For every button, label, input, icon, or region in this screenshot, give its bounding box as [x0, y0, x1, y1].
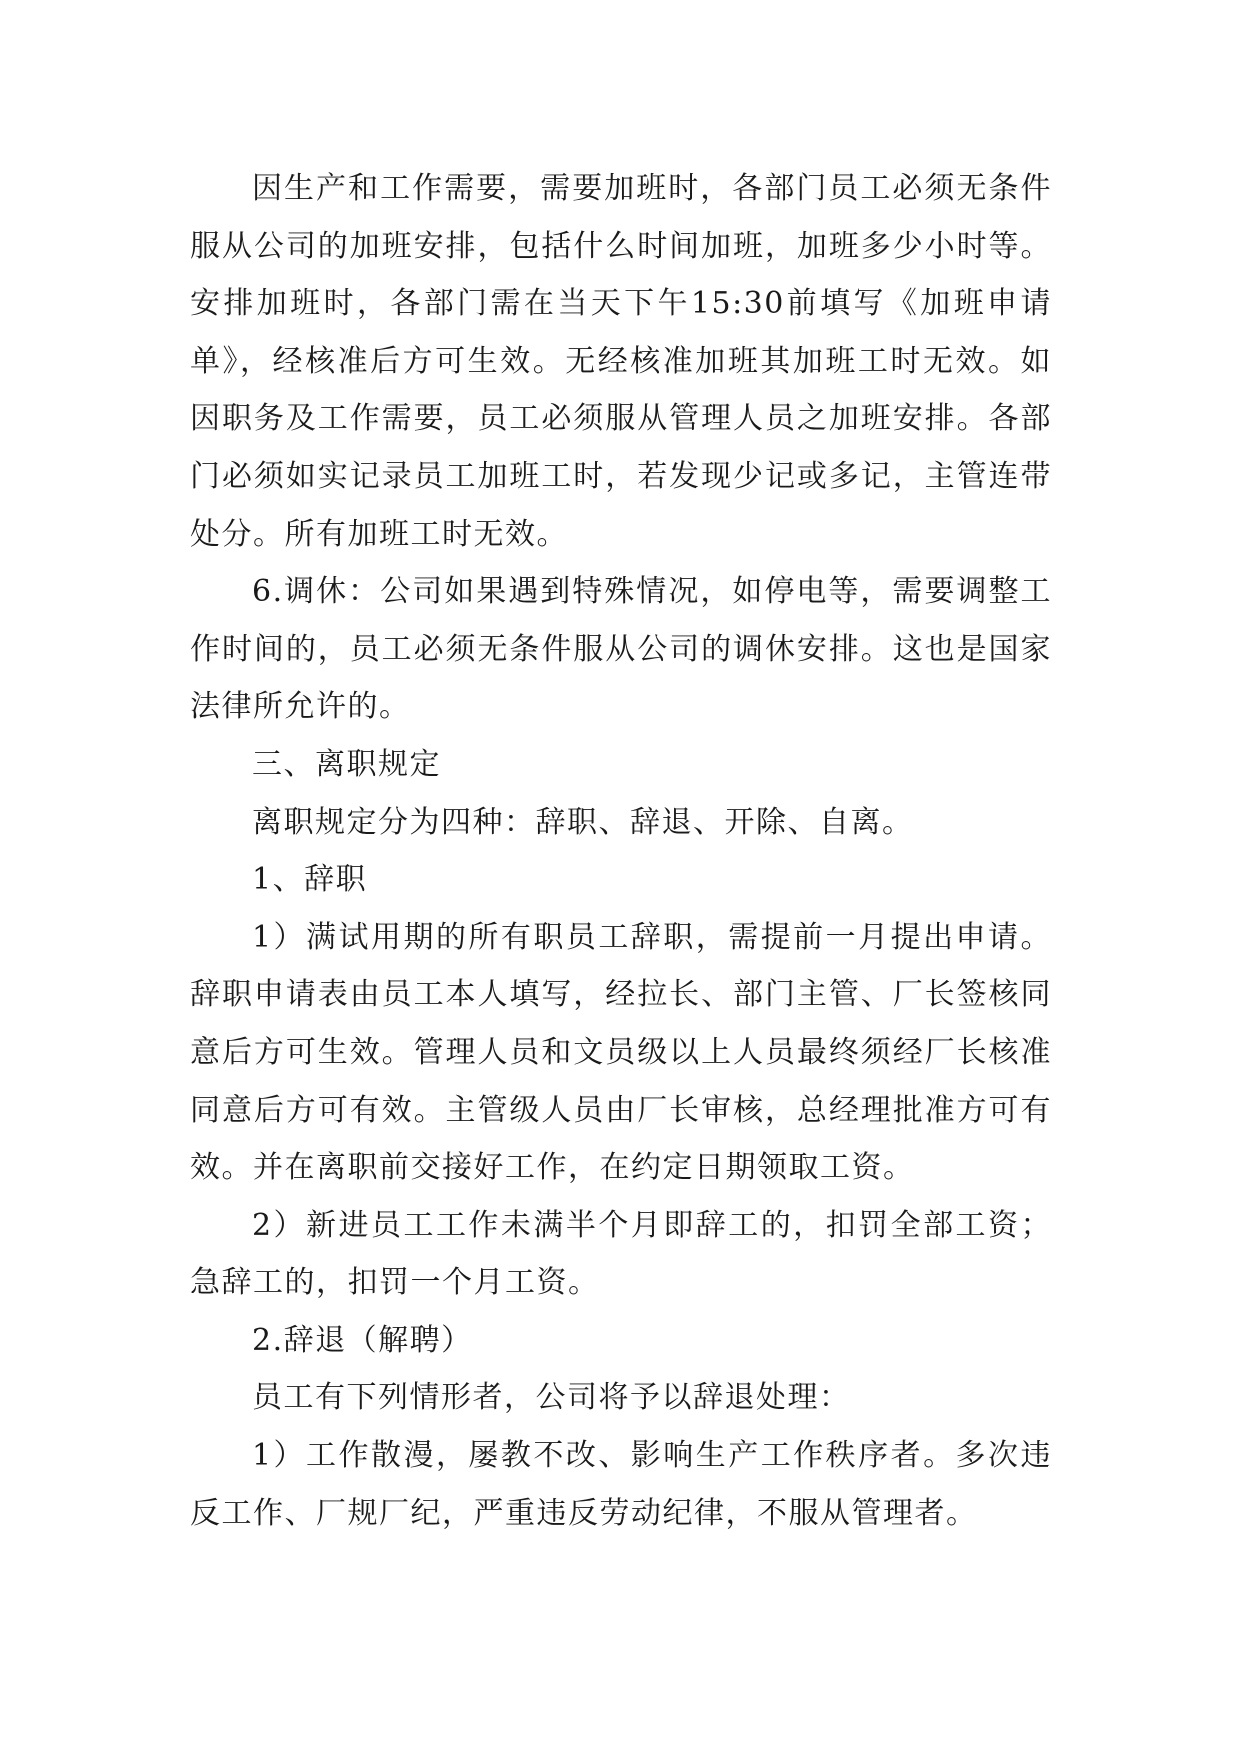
paragraph-shift-adjustment: 6.调休：公司如果遇到特殊情况，如停电等，需要调整工作时间的，员工必须无条件服从公司的调休安排。这也是国家法律所允许的。: [190, 574, 1052, 725]
document-body: [190, 160, 1052, 1542]
paragraph-overtime-rules: 因生产和工作需要，需要加班时，各部门员工必须无条件服从公司的加班安排，包括什么时间加班，加班多少小时等。安排加班时，各部门需在当天下午15:30前填写《加班申请单》，经核准后方可生效。无经核准加班其加班工时无效。如因职务及工作需要，员工必须服从管理人员之加班安排。各部门必须如实记录员工加班工时，若发现少记或多记，主管连带处分。所有加班工时无效。: [190, 171, 1052, 552]
subheading-dismissal: 2.辞退（解聘）: [252, 1322, 473, 1358]
paragraph-resignation-types: 离职规定分为四种：辞职、辞退、开除、自离。: [252, 804, 914, 840]
section-heading-resignation-rules: 三、离职规定: [252, 746, 441, 782]
paragraph-dismissal-item-1: 1）工作散漫，屡教不改、影响生产工作秩序者。多次违反工作、厂规厂纪，严重违反劳动纪律，不服从管理者。: [190, 1438, 1052, 1531]
paragraph-dismissal-intro: 员工有下列情形者，公司将予以辞退处理：: [252, 1380, 851, 1416]
paragraph-new-employee-resignation: 2）新进员工工作未满半个月即辞工的，扣罚全部工资；急辞工的，扣罚一个月工资。: [190, 1207, 1052, 1301]
subheading-resignation: 1、辞职: [252, 862, 368, 898]
paragraph-resignation-notice: 1）满试用期的所有职员工辞职，需提前一月提出申请。辞职申请表由员工本人填写，经拉长、部门主管、厂长签核同意后方可生效。管理人员和文员级以上人员最终须经厂长核准同意后方可有效。主管级人员由厂长审核，总经理批准方可有效。并在离职前交接好工作，在约定日期领取工资。: [190, 919, 1052, 1186]
